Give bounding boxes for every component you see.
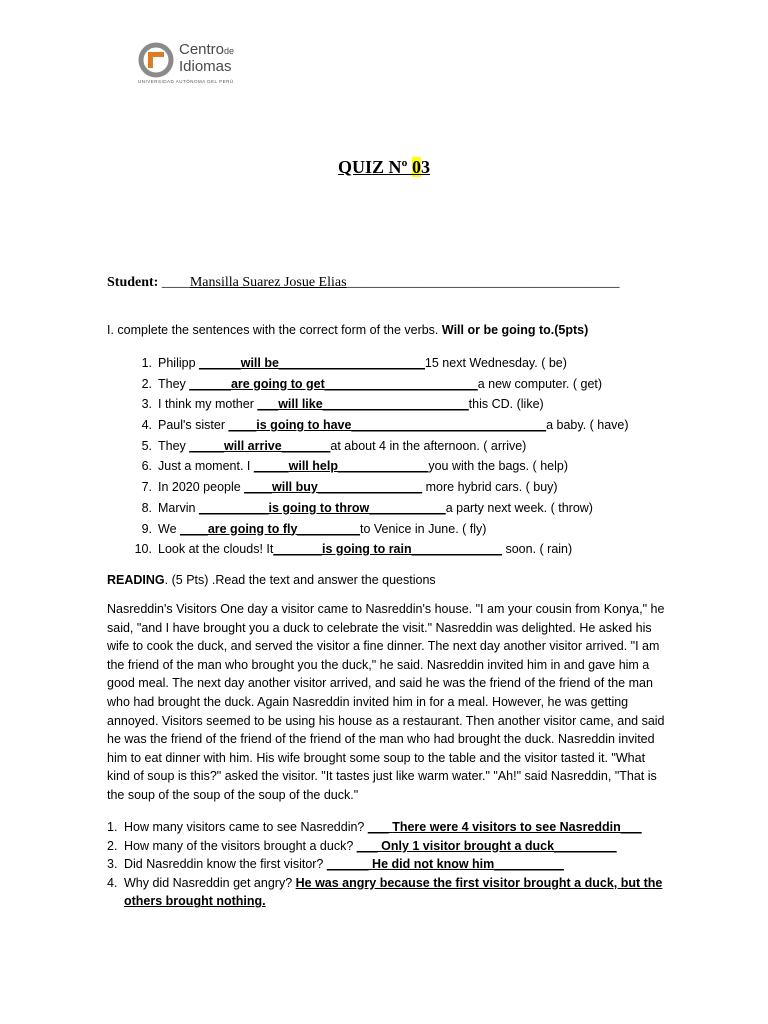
question-number: 3. — [107, 857, 118, 872]
item-answer: will like — [278, 397, 323, 412]
list-item — [127, 418, 629, 439]
item-number: 2. — [141, 376, 152, 391]
reading-heading: READING. (5 Pts) .Read the text and answer the questions — [107, 573, 436, 587]
question-item — [107, 855, 667, 874]
logo-line-2: Idiomas — [179, 58, 232, 75]
question-answer: He did not know him — [372, 857, 495, 872]
logo-line-1: Centrode — [179, 41, 235, 58]
item-text: I think my mother ___will like_____________________this CD. (like) — [158, 397, 544, 412]
question-item — [107, 818, 667, 837]
question-number: 1. — [107, 820, 118, 834]
item-text: Philipp ______will be_____________________15 next Wednesday. ( be) — [158, 356, 567, 370]
list-item — [127, 356, 629, 377]
item-text: Marvin __________is going to throw___________a party next week. ( throw) — [158, 500, 593, 515]
item-number: 1. — [141, 356, 152, 370]
logo-line-3: UNIVERSIDAD AUTÓNOMA DEL PERÚ — [138, 79, 234, 84]
item-answer: are going to get — [230, 376, 325, 391]
reading-text: Nasreddin's Visitors One day a visitor came to Nasreddin's house. "I am your cousin from Konya," he said, "and I have brought you a duck to celebrate the visit." Nasreddin was delighted. He asked his wife to cook the duck, and served the visitor a fine dinner. The next day another visitor arrived. "I am the friend of the man who brought you the duck," he said. Nasreddin invited him in and gave him a good meal. The next day another visitor arrived, and said he was the friend of the friend of the man who had brought the duck. Again Nasreddin invited him in for a meal. However, he was getting annoyed. Visitors seemed to be using his house as a restaurant. Then another visitor came, and said he was the friend of the friend of the friend of the man who had brought the duck. Nasreddin invited him to eat dinner with him. His wife brought some soup to the table and the visitor tasted it. "What kind of soup is this?" asked the visitor. "It tastes just like warm water." "Ah!" said Nasreddin, "That is the soup of the soup of the soup of the duck." — [107, 602, 665, 802]
item-text: Just a moment. I _____will help_____________you with the bags. ( help) — [158, 459, 568, 474]
item-number: 5. — [141, 438, 152, 453]
item-answer: will help — [288, 459, 338, 474]
list-item — [127, 480, 629, 501]
student-label: Student: — [107, 275, 159, 290]
student-line: Student: ____Mansilla Suarez Josue Elias_______________________________________ — [107, 275, 620, 290]
question-answer: Only 1 visitor brought a duck — [381, 838, 555, 853]
item-answer: will buy — [272, 480, 318, 495]
item-number: 7. — [141, 480, 152, 495]
list-item — [127, 522, 629, 543]
centro-de-idiomas-logo — [138, 42, 258, 82]
question-number: 4. — [107, 875, 118, 890]
item-answer: will be — [240, 356, 279, 370]
item-number: 6. — [141, 459, 152, 474]
question-item — [107, 874, 667, 911]
question-text: How many visitors came to see Nasreddin? ___ There were 4 visitors to see Nasreddin___ — [124, 820, 642, 834]
item-number: 9. — [141, 521, 152, 536]
section-1-heading: I. complete the sentences with the correct form of the verbs. Will or be going to.(5pts) — [107, 323, 589, 337]
item-text: They ______are going to get______________________a new computer. ( get) — [158, 376, 603, 391]
page-title: QUIZ Nº 03 — [338, 157, 430, 177]
list-item — [127, 501, 629, 522]
list-item — [127, 542, 629, 563]
question-text: Why did Nasreddin get angry? He was angry because the first visitor brought a duck, but the others brought nothing. — [124, 875, 663, 909]
list-item — [127, 377, 629, 398]
question-answer: There were 4 visitors to see Nasreddin — [392, 820, 621, 834]
item-text: We ____are going to fly_________to Venice in June. ( fly) — [158, 521, 487, 536]
item-text: In 2020 people ____will buy_______________ more hybrid cars. ( buy) — [158, 480, 558, 495]
list-item — [127, 439, 629, 460]
item-text: They _____will arrive_______at about 4 in the afternoon. ( arrive) — [158, 438, 527, 453]
section-1-list — [127, 356, 629, 563]
list-item — [127, 397, 629, 418]
question-text: Did Nasreddin know the first visitor? ______ He did not know him__________ — [124, 857, 564, 872]
item-answer: will arrive — [224, 438, 282, 453]
item-number: 4. — [141, 418, 152, 433]
question-text: How many of the visitors brought a duck? ___ Only 1 visitor brought a duck_________ — [124, 838, 617, 853]
item-number: 10. — [134, 542, 152, 557]
item-answer: are going to fly — [207, 521, 298, 536]
question-item — [107, 837, 667, 856]
item-number: 3. — [141, 397, 152, 412]
item-answer: is going to throw — [268, 500, 370, 515]
item-number: 8. — [141, 500, 152, 515]
item-text: Paul's sister ____is going to have____________________________a baby. ( have) — [158, 418, 629, 433]
logo-mark-icon — [138, 42, 174, 78]
list-item — [127, 459, 629, 480]
item-text: Look at the clouds! It_______is going to rain_____________ soon. ( rain) — [158, 542, 573, 557]
question-number: 2. — [107, 838, 118, 853]
question-answer: He was angry because the first visitor brought a duck, but the others brought nothing. — [124, 875, 663, 909]
item-answer: is going to have — [256, 418, 352, 433]
reading-questions — [107, 818, 667, 911]
student-name: Mansilla Suarez Josue Elias — [189, 275, 347, 290]
item-answer: is going to rain — [322, 542, 412, 557]
